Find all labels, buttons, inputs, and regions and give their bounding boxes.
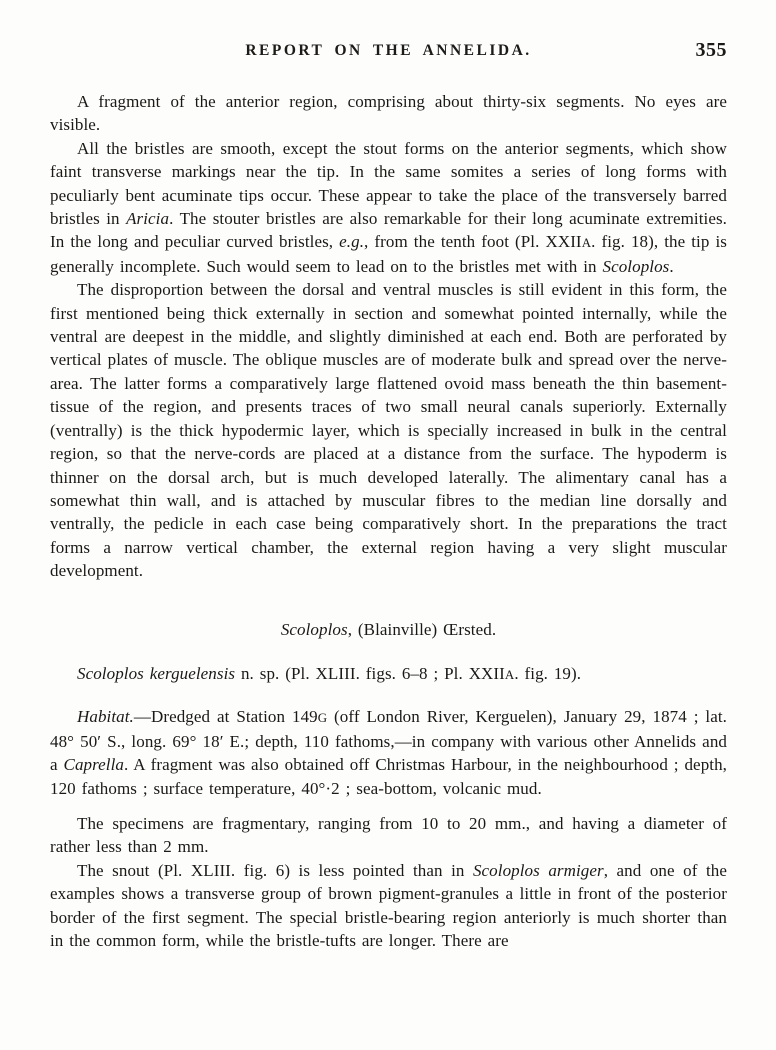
- species-name-line: Scoloplos kerguelensis n. sp. (Pl. XLIII. figs. 6–8 ; Pl. XXIIA. fig. 19).: [77, 663, 582, 683]
- paragraph-snout: The snout (Pl. XLIII. fig. 6) is less pointed than in Scoloplos armiger, and one of the examples shows a transverse group of brown pigment-granules a little in front of the posterior border of the first segment. The special bristle-bearing region anteriorly is much shorter than in the common form, while the bristle-tufts are longer. There are: [50, 860, 727, 950]
- paragraph-specimens: The specimens are fragmentary, ranging from 10 to 20 mm., and having a diameter of rather less than 2 mm.: [50, 813, 727, 857]
- paragraph-muscles: The disproportion between the dorsal and ventral muscles is still evident in this form, the first mentioned being thick externally in section and somewhat pointed internally, while the ventral are deepest in the middle, and slightly diminished at each end. Both are perforated by vertical plates of muscle. The oblique muscles are of moderate bulk and spread over the nerve-area. The latter forms a comparatively large flattened ovoid mass beneath the thin basement-tissue of the region, and presents traces of two small neural canals superiorly. Externally (ventrally) is the thick hypodermic layer, which is specially increased in bulk in the central region, so that the nerve-cords are placed at a distance from the surface. The hypoderm is thinner on the dorsal arch, but is much developed laterally. The alimentary canal has a somewhat thin wall, and is attached by muscular fibres to the median line dorsally and ventrally, the pedicle in each case being comparatively short. In the preparations the tract forms a narrow vertical chamber, the external region having a very slight muscular development.: [50, 280, 727, 581]
- paragraph-bristles: All the bristles are smooth, except the stout forms on the anterior segments, which show faint transverse markings near the tip. In the same somites a series of long forms with peculiarly bent acuminate tips occur. These appear to take the place of the transversely barred bristles in Aricia. The stouter bristles are also remarkable for their long acuminate extremities. In the long and peculiar curved bristles, e.g., from the tenth foot (Pl. XXIIA. fig. 18), the tip is generally incomplete. Such would seem to lead on to the bristles met with in Scoloplos.: [50, 138, 727, 276]
- running-title: REPORT ON THE ANNELIDA.: [245, 42, 532, 59]
- page-header: [50, 39, 727, 66]
- paragraph-habitat: Habitat.—Dredged at Station 149G (off London River, Kerguelen), January 29, 1874 ; lat. 48° 50′ S., long. 69° 18′ E.; depth, 110 fathoms,—in company with various other Annelids and a Caprella. A fragment was also obtained off Christmas Harbour, in the neighbourhood ; depth, 120 fathoms ; surface temperature, 40°·2 ; sea-bottom, volcanic mud.: [50, 707, 728, 798]
- page-number: 355: [695, 39, 727, 61]
- paragraph-fragment: A fragment of the anterior region, comprising about thirty-six segments. No eyes are visible.: [50, 92, 727, 135]
- species-heading: Scoloplos, (Blainville) Œrsted.: [280, 619, 497, 639]
- text-block: [50, 90, 727, 952]
